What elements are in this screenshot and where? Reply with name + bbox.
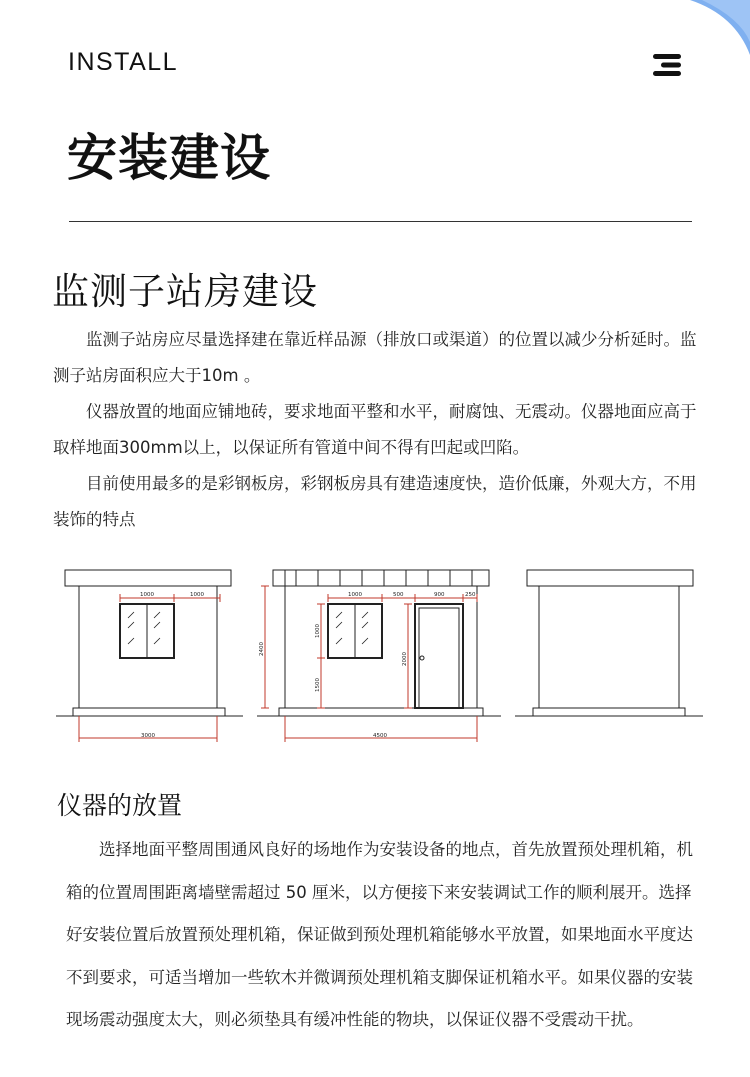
dim-label: 1000 <box>190 592 204 598</box>
paragraph: 仪器放置的地面应铺地砖，要求地面平整和水平，耐腐蚀、无震动。仪器地面应高于取样地面300mm以上，以保证所有管道中间不得有凹起或凹陷。 <box>53 402 697 457</box>
dim-label: 1000 <box>348 592 362 598</box>
dim-label: 900 <box>434 592 445 598</box>
dim-label: 4500 <box>373 733 387 739</box>
dim-label: 2000 <box>402 652 408 666</box>
corner-decoration <box>640 0 750 100</box>
placement-description <box>66 829 694 1042</box>
dim-label: 2400 <box>259 642 265 656</box>
dim-label: 500 <box>393 592 404 598</box>
section-heading-placement: 仪器的放置 <box>57 791 183 820</box>
divider <box>69 221 692 222</box>
paragraph: 监测子站房应尽量选择建在靠近样品源（排放口或渠道）的位置以减少分析延时。监测子站房面积应大于10m 。 <box>53 330 697 385</box>
paragraph: 目前使用最多的是彩钢板房，彩钢板房具有建造速度快，造价低廉，外观大方，不用装饰的特点 <box>53 474 697 529</box>
dim-label: 250 <box>465 592 476 598</box>
dim-label: 1000 <box>140 592 154 598</box>
section-label: INSTALL <box>68 48 179 76</box>
dim-label: 1000 <box>315 624 321 638</box>
station-diagram <box>53 566 703 746</box>
page-title: 安装建设 <box>67 129 271 187</box>
section-heading-station: 监测子站房建设 <box>52 270 318 313</box>
menu-icon[interactable] <box>651 53 683 77</box>
station-description <box>53 322 703 538</box>
dim-label: 1500 <box>315 678 321 692</box>
dim-label: 3000 <box>141 733 155 739</box>
paragraph: 选择地面平整周围通风良好的场地作为安装设备的地点，首先放置预处理机箱，机箱的位置周围距离墙壁需超过 50 厘米，以方便接下来安装调试工作的顺利展开。选择好安装位置后放置预处理机箱，保证做到预处理机箱能够水平放置，如果地面水平度达不到要求，可适当增加一些软木并微调预处理机箱支脚保证机箱水平。如果仪器的安装现场震动强度太大，则必须垫具有缓冲性能的物块，以保证仪器不受震动干扰。 <box>66 840 693 1029</box>
